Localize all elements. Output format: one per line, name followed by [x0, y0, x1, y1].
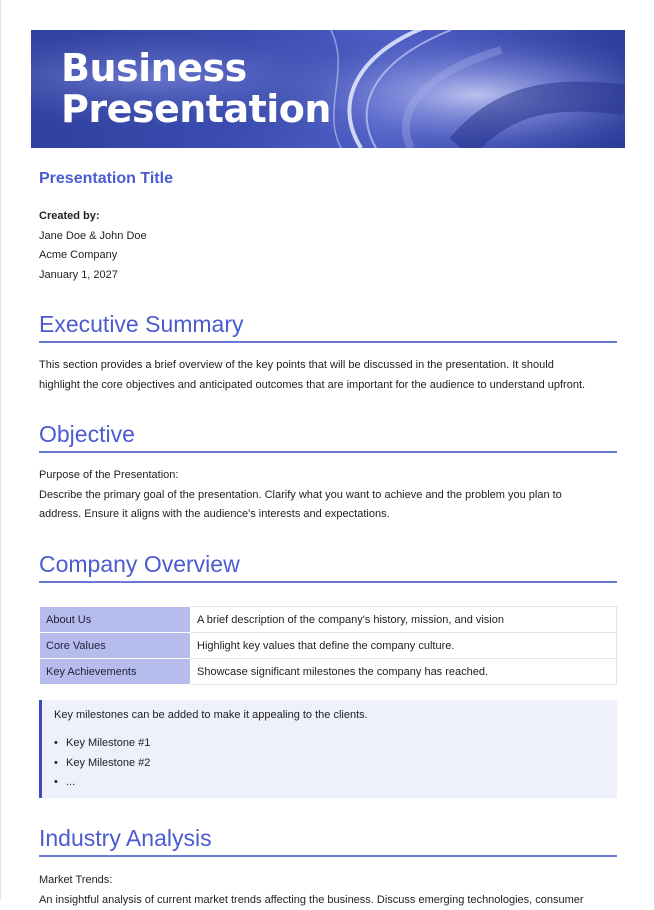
company-overview-table — [39, 606, 617, 685]
industry-analysis-line: An insightful analysis of current market trends affecting the business. Discuss emerging technologies, consumer — [39, 891, 617, 910]
author-block — [39, 207, 617, 285]
objective-line: address. Ensure it aligns with the audience's interests and expectations. — [39, 505, 617, 525]
executive-summary-line: This section provides a brief overview of the key points that will be discussed in the presentation. It should — [39, 356, 617, 376]
table-key-cell: Core Values — [40, 633, 191, 659]
table-value-cell: Highlight key values that define the company culture. — [191, 633, 617, 659]
industry-analysis-body — [39, 871, 617, 910]
header-banner — [31, 30, 625, 148]
banner-title-line1: Business — [61, 48, 331, 89]
banner-title-line2: Presentation — [61, 89, 331, 130]
banner-title — [61, 48, 331, 130]
table-row — [40, 659, 617, 685]
list-item: • Key Milestone #2 — [54, 754, 150, 774]
industry-analysis-heading: Industry Analysis — [39, 825, 617, 857]
list-item: • Key Milestone #1 — [54, 734, 150, 754]
table-key-cell: Key Achievements — [40, 659, 191, 685]
objective-heading: Objective — [39, 421, 617, 453]
list-item: • ... — [54, 773, 150, 793]
table-value-cell: A brief description of the company's history, mission, and vision — [191, 607, 617, 633]
table-key-cell: About Us — [40, 607, 191, 633]
objective-label: Purpose of the Presentation: — [39, 466, 617, 486]
market-trends-label: Market Trends: — [39, 871, 617, 891]
milestones-callout — [39, 700, 617, 798]
page-edge — [0, 0, 1, 900]
objective-line: Describe the primary goal of the presentation. Clarify what you want to achieve and the problem you plan to — [39, 486, 617, 506]
executive-summary-line: highlight the core objectives and anticipated outcomes that are important for the audience to understand upfront. — [39, 376, 617, 396]
date-text: January 1, 2027 — [39, 266, 617, 286]
company-text: Acme Company — [39, 246, 617, 266]
table-row — [40, 607, 617, 633]
created-by-label: Created by: — [39, 207, 617, 227]
table-row — [40, 633, 617, 659]
executive-summary-heading: Executive Summary — [39, 311, 617, 343]
milestone-list — [54, 734, 150, 793]
callout-intro: Key milestones can be added to make it appealing to the clients. — [54, 709, 368, 721]
objective-body — [39, 466, 617, 525]
authors-text: Jane Doe & John Doe — [39, 227, 617, 247]
executive-summary-body — [39, 356, 617, 395]
presentation-title: Presentation Title — [39, 170, 173, 188]
table-value-cell: Showcase significant milestones the company has reached. — [191, 659, 617, 685]
company-overview-heading: Company Overview — [39, 551, 617, 583]
